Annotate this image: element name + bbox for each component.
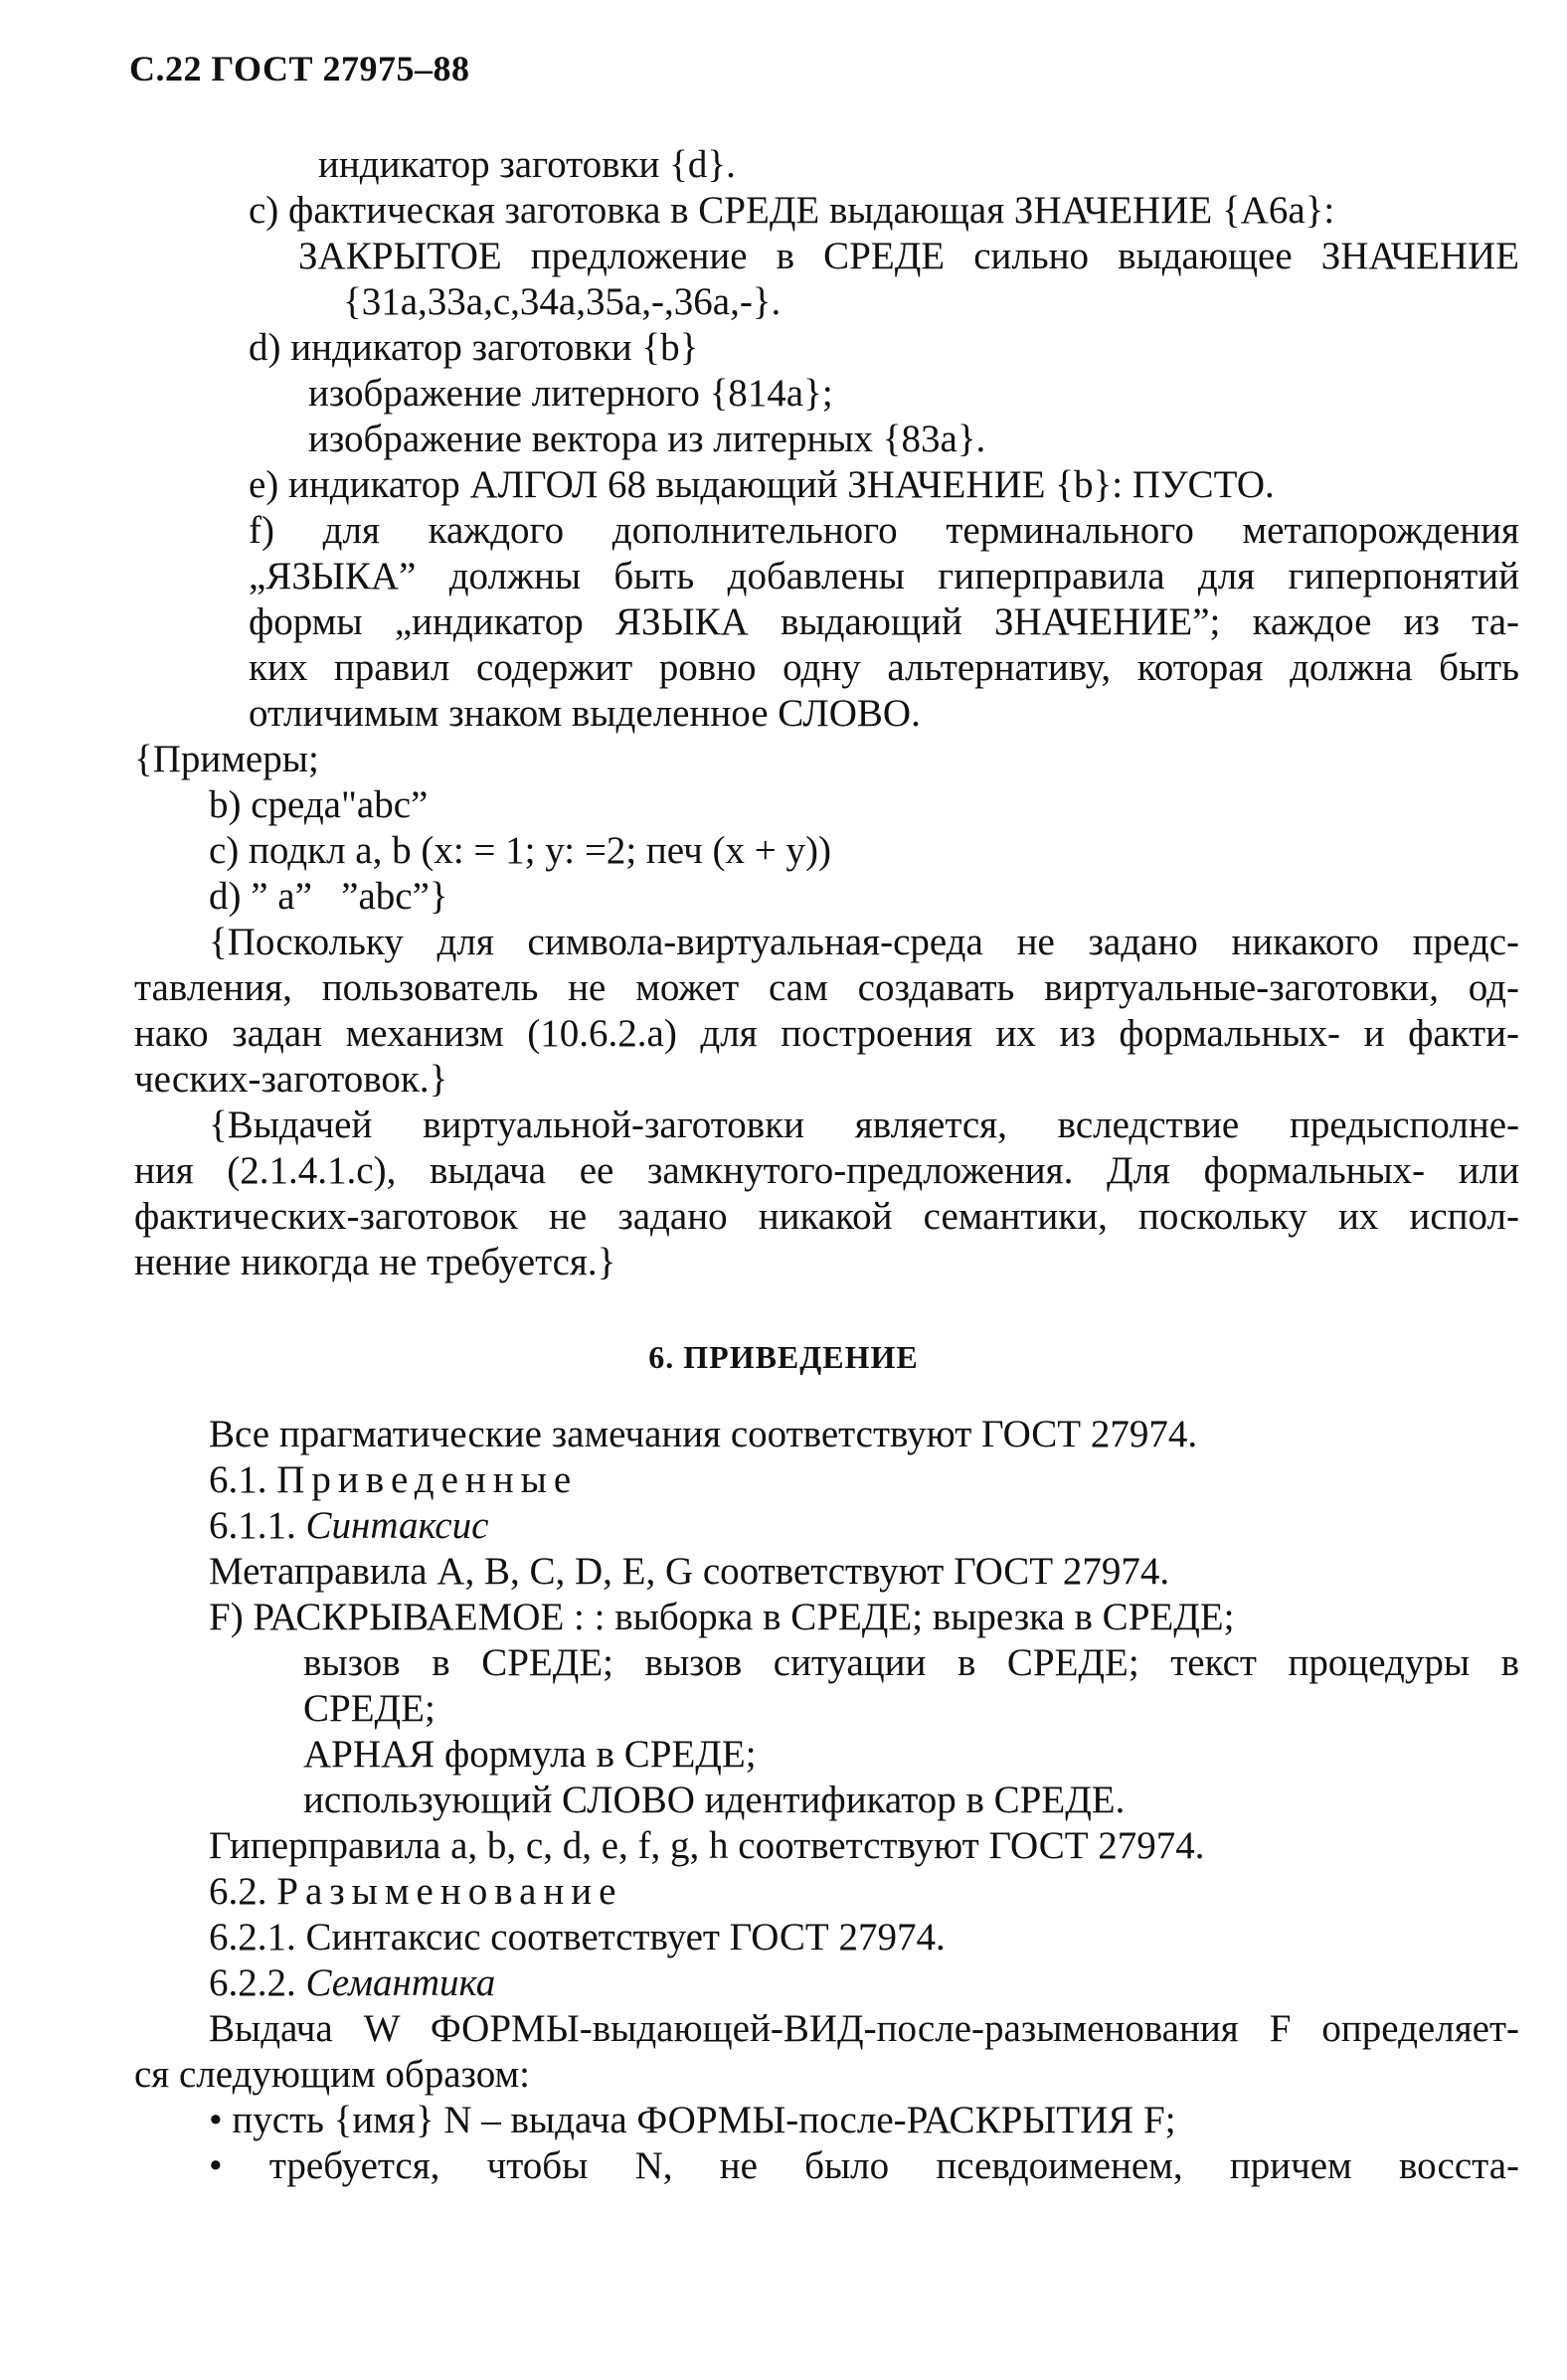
text-line: изображение литерного {814а}; — [308, 372, 833, 415]
text-line: f) для каждого дополнительного терминального метапорождения — [249, 509, 1519, 552]
text-line: ния (2.1.4.1.c), выдача ее замкнутого-предложения. Для формальных- или — [134, 1149, 1519, 1192]
page-header: С.22 ГОСТ 27975–88 — [129, 49, 470, 88]
subsection-heading: 6.2. Разыменование — [209, 1870, 623, 1913]
text-line: изображение вектора из литерных {83а}. — [308, 418, 986, 460]
subsection-heading: 6.1.1. Синтаксис — [209, 1504, 489, 1547]
text-line: нение никогда не требуется.} — [134, 1241, 616, 1283]
subsection-heading: 6.2.2. Семантика — [209, 1961, 496, 2004]
text-line: d) индикатор заготовки {b} — [249, 326, 699, 369]
text-line: 6.2.1. Синтаксис соответствует ГОСТ 27974. — [209, 1916, 946, 1958]
text-line: нако задан механизм (10.6.2.a) для построения их из формальных- и факти- — [134, 1012, 1519, 1055]
subsection-heading: 6.1. Приведенные — [209, 1458, 579, 1501]
text-line: c) подкл а, b (x: = 1; у: =2; печ (x + у)) — [209, 829, 831, 872]
text-line: вызов в СРЕДЕ; вызов ситуации в СРЕДЕ; текст процедуры в — [303, 1641, 1519, 1684]
text-line: e) индикатор АЛГОЛ 68 выдающий ЗНАЧЕНИЕ {b}: ПУСТО. — [249, 463, 1275, 506]
text-line: Все прагматические замечания соответствуют ГОСТ 27974. — [209, 1413, 1198, 1455]
text-line: отличимым знаком выделенное СЛОВО. — [249, 692, 921, 735]
text-line: {Примеры; — [134, 738, 319, 780]
text-line: СРЕДЕ; — [303, 1687, 435, 1730]
text-line: ся следующим образом: — [134, 2053, 530, 2096]
text-line: {31а,33а,с,34а,35а,-,36а,-}. — [343, 280, 782, 323]
text-line: c) фактическая заготовка в СРЕДЕ выдающая ЗНАЧЕНИЕ {А6а}: — [249, 189, 1335, 232]
text-line: „ЯЗЫКА” должны быть добавлены гиперправила для гиперпонятий — [249, 555, 1519, 597]
text-line: формы „индикатор ЯЗЫКА выдающий ЗНАЧЕНИЕ”; каждое из та- — [249, 600, 1519, 643]
text-line: ческих-заготовок.} — [134, 1058, 448, 1101]
text-line: ких правил содержит ровно одну альтернативу, которая должна быть — [249, 646, 1519, 689]
text-line: ЗАКРЫТОЕ предложение в СРЕДЕ сильно выдающее ЗНАЧЕНИЕ — [298, 235, 1519, 277]
section-title: 6. ПРИВЕДЕНИЕ — [648, 1339, 919, 1375]
text-line: d) ” а” ”abc”} — [209, 875, 448, 918]
text-line: • требуется, чтобы N, не было псевдоименем, причем восста- — [209, 2144, 1519, 2187]
text-line: {Выдачей виртуальной-заготовки является, вследствие предысполне- — [209, 1104, 1519, 1146]
text-line: АРНАЯ формула в СРЕДЕ; — [303, 1733, 757, 1776]
text-line: тавления, пользователь не может сам создавать виртуальные-заготовки, од- — [134, 966, 1519, 1009]
text-line: Метаправила А, В, С, D, Е, G соответствуют ГОСТ 27974. — [209, 1550, 1170, 1593]
text-line: {Поскольку для символа-виртуальная-среда не задано никакого предс- — [209, 921, 1519, 963]
text-line: • пусть {имя} N – выдача ФОРМЫ-после-РАСКРЫТИЯ F; — [209, 2099, 1176, 2141]
text-line: использующий СЛОВО идентификатор в СРЕДЕ. — [303, 1779, 1126, 1821]
text-line: F) РАСКРЫВАЕМОЕ : : выборка в СРЕДЕ; вырезка в СРЕДЕ; — [209, 1596, 1235, 1638]
text-line: Гиперправила a, b, c, d, e, f, g, h соответствуют ГОСТ 27974. — [209, 1824, 1205, 1867]
text-line: Выдача W ФОРМЫ-выдающей-ВИД-после-разыменования F определяет- — [209, 2007, 1519, 2050]
text-line: b) среда"abc” — [209, 783, 429, 826]
text-line: фактических-заготовок не задано никакой семантики, поскольку их испол- — [134, 1195, 1519, 1238]
text-line: индикатор заготовки {d}. — [318, 143, 736, 186]
